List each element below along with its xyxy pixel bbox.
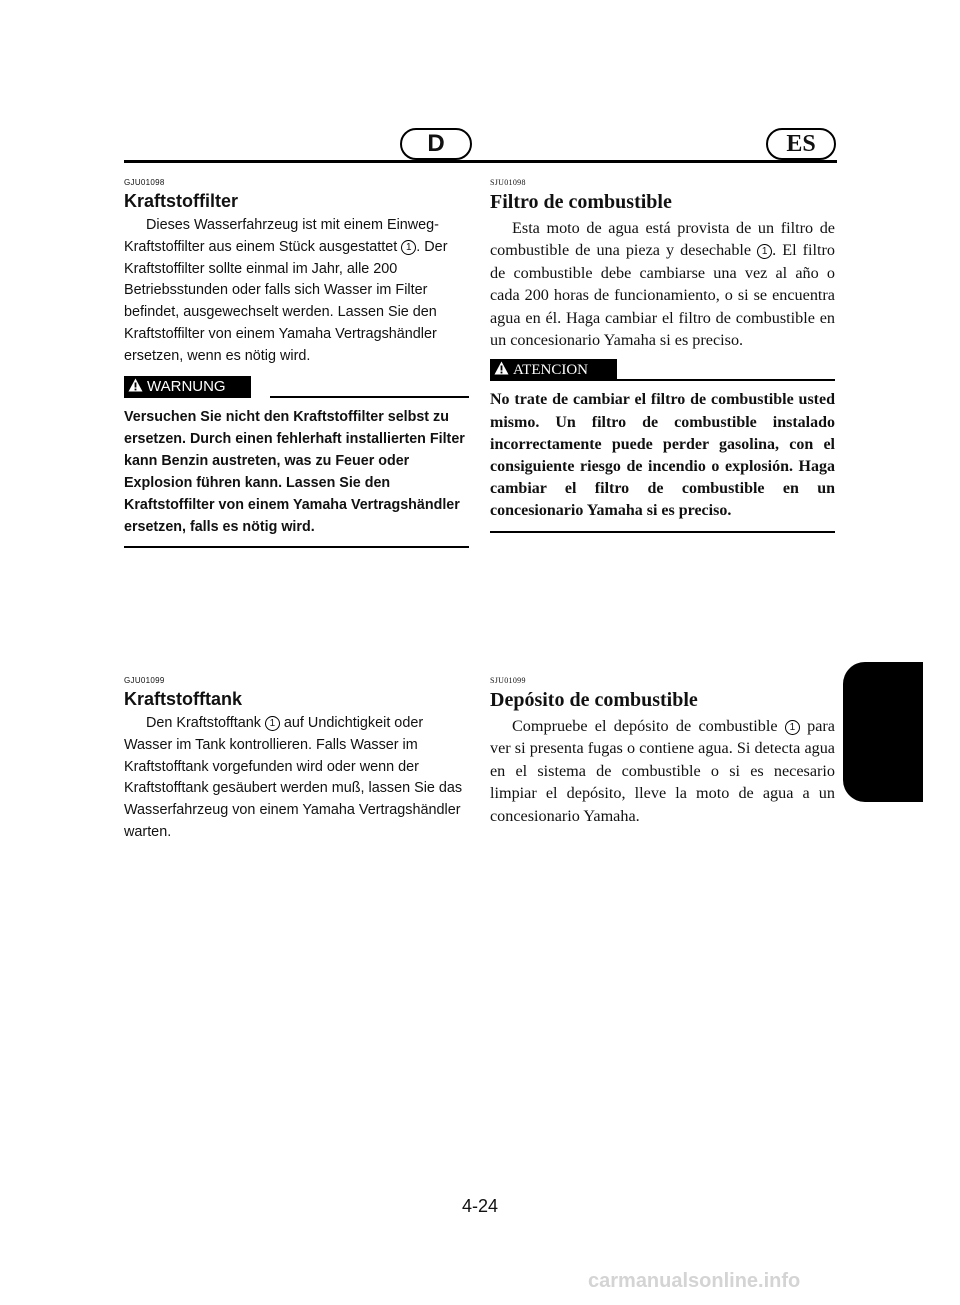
section-es-fuel-tank [490, 676, 835, 827]
section-body [490, 715, 835, 827]
reference-number-1: 1 [401, 240, 416, 255]
section-code: GJU01099 [124, 676, 165, 685]
body-text: . El filtro de combustible debe cambiarse una vez al año o cada 200 horas de funcionamiento, o si se encuentra agua en él. Haga cambiar el filtro de combustible en un concesionario Yamaha si es preciso. [490, 241, 835, 350]
section-title: Kraftstofftank [124, 689, 243, 709]
section-body [490, 217, 835, 351]
section-code: SJU01099 [490, 676, 526, 685]
body-text: . Der Kraftstoffilter sollte einmal im Jahr, alle 200 Betriebsstunden oder falls sich Wasser im Filter befindet, ausgewechselt werden. Lassen Sie den Kraftstoffilter von einem Yamaha Vertragshändler ersetzen, wenn es nötig wird. [124, 238, 448, 364]
warning-label: WARNUNG [147, 378, 226, 396]
body-text: auf Undichtigkeit oder Wasser im Tank kontrollieren. Falls Wasser im Kraftstofftank vorgefunden wird oder wenn der Kraftstofftank gesäubert werden muß, lassen Sie das Wasserfahrzeug von einem Yamaha Vertragshändler warten. [124, 715, 463, 840]
header-rule [124, 160, 837, 163]
section-title: Filtro de combustible [490, 191, 672, 213]
language-tab-spanish: ES [766, 128, 836, 160]
warning-header [124, 376, 469, 400]
reference-number-1: 1 [785, 720, 800, 735]
warning-triangle-icon [128, 378, 143, 396]
warning-rule [606, 379, 835, 381]
warning-header [490, 359, 835, 383]
section-es-fuel-filter [490, 178, 835, 533]
reference-number-1: 1 [265, 716, 280, 731]
warning-badge [124, 376, 251, 398]
body-text: Den Kraftstofftank [146, 715, 265, 731]
warning-rule [270, 396, 469, 398]
section-title: Depósito de combustible [490, 689, 698, 711]
language-tab-german: D [400, 128, 472, 160]
watermark: carmanualsonline.info [588, 1270, 801, 1292]
body-text: para ver si presenta fugas o contiene agua. Si detecta agua en el sistema de combustible o si es necesario limpiar el depósito, lleve la moto de agua a un concesionario Yamaha. [490, 717, 835, 825]
warning-text: No trate de cambiar el filtro de combustible usted mismo. Un filtro de combustible instalado incorrectamente puede perder gasolina, con el consiguiente riesgo de incendio o explosión. Haga cambiar el filtro de combustible en un concesionario Yamaha si es preciso. [490, 389, 835, 532]
section-de-fuel-filter [124, 178, 469, 548]
chapter-tab-marker [843, 662, 923, 802]
body-text: Esta moto de agua está provista de un filtro de combustible de una pieza y desechable [490, 219, 835, 260]
warning-badge [490, 359, 617, 381]
section-title: Kraftstoffilter [124, 191, 239, 211]
reference-number-1: 1 [757, 244, 772, 259]
section-code: GJU01098 [124, 178, 165, 187]
section-de-fuel-tank [124, 676, 469, 844]
warning-text: Versuchen Sie nicht den Kraftstoffilter selbst zu ersetzen. Durch einen fehlerhaft installierten Filter kann Benzin austreten, was zu Feuer oder Explosion führen kann. Lassen Sie den Kraftstoffilter von einem Yamaha Vertragshändler ersetzen, falls es nötig wird. [124, 406, 469, 548]
warning-triangle-icon [494, 361, 509, 380]
page-number: 4-24 [461, 1196, 499, 1216]
body-text: Compruebe el depósito de combustible [512, 717, 785, 735]
warning-label: ATENCION [513, 361, 588, 378]
body-text: Dieses Wasserfahrzeug ist mit einem Einweg-Kraftstoffilter aus einem Stück ausgestattet [124, 217, 439, 255]
section-code: SJU01098 [490, 178, 526, 187]
section-body [124, 713, 469, 844]
section-body [124, 215, 469, 368]
